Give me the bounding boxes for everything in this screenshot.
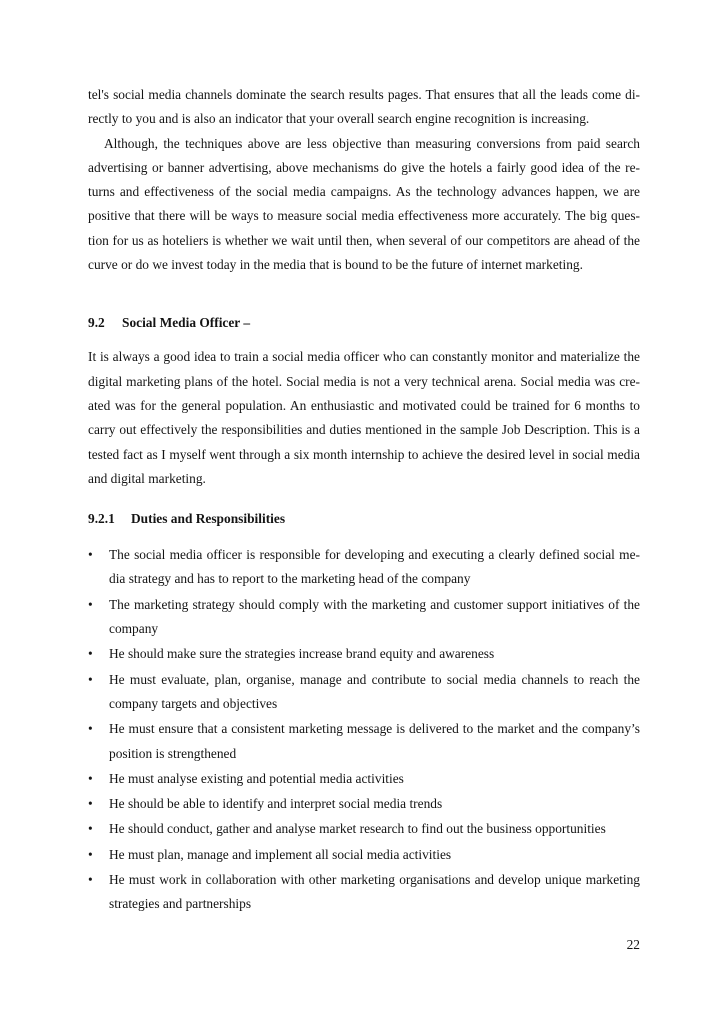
subsection-number: 9.2.1 — [88, 511, 115, 527]
list-item — [88, 792, 640, 816]
list-item-text: He must evaluate, plan, organise, manage and contribute to social media channels to reach the company targets and objectives — [109, 671, 640, 711]
list-item — [88, 868, 640, 917]
bullet-icon: • — [88, 671, 93, 687]
list-item-text: He must work in collaboration with other marketing organisations and develop unique marketing strategies and partnerships — [109, 872, 640, 912]
duties-list — [88, 543, 640, 916]
section-heading — [88, 311, 640, 335]
list-item-text: The marketing strategy should comply with the marketing and customer support initiatives of the company — [109, 596, 640, 637]
list-item-text: He should conduct, gather and analyse market research to find out the business opportunities — [109, 821, 606, 837]
list-item — [88, 543, 640, 592]
subsection-title: Duties and Responsibilities — [131, 511, 286, 527]
bullet-icon: • — [88, 596, 93, 612]
list-item-text: He should make sure the strategies increase brand equity and awareness — [109, 646, 495, 662]
list-item-text: He should be able to identify and interpret social media trends — [109, 796, 443, 812]
list-item — [88, 843, 640, 867]
section-paragraph: It is always a good idea to train a social media officer who can constantly monitor and materialize the digital marketing plans of the hotel. Social media is not a very technical arena. Social media was cre-ated was for the general population. An enthusiastic and motivated could be trained for 6 months to carry out effectively the responsibilities and duties mentioned in the sample Job Description. This is a tested fact as I myself went through a six month internship to achieve the desired level in social media and digital marketing. — [88, 349, 640, 486]
list-item-text: He must plan, manage and implement all social media activities — [109, 846, 452, 862]
page-number: 22 — [626, 937, 640, 952]
intro-paragraph-1: tel's social media channels dominate the search results pages. That ensures that all the leads come di-rectly to you and is also an indicator that your overall search engine recognition is increasing. — [88, 87, 640, 127]
list-item — [88, 717, 640, 766]
list-item — [88, 668, 640, 717]
list-item — [88, 817, 640, 841]
bullet-icon: • — [88, 796, 93, 812]
bullet-icon: • — [88, 721, 93, 737]
bullet-icon: • — [88, 646, 93, 662]
section-number: 9.2 — [88, 315, 105, 331]
intro-paragraph-2: Although, the techniques above are less objective than measuring conversions from paid search advertising or banner advertising, above mechanisms do give the hotels a fairly good idea of the re-turns and effectiveness of the social media campaigns. As the technology advances happen, we are positive that there will be ways to measure social media effectiveness more accurately. The big ques-tion for us as hoteliers is whether we wait until then, when several of our competitors are ahead of the curve or do we invest today in the media that is bound to be the future of internet marketing. — [88, 135, 640, 273]
bullet-icon: • — [88, 872, 93, 888]
subsection-heading — [88, 507, 640, 531]
bullet-icon: • — [88, 770, 93, 786]
list-item-text: He must ensure that a consistent marketing message is delivered to the market and the company’s position is strengthened — [109, 721, 640, 761]
list-item — [88, 642, 640, 666]
bullet-icon: • — [88, 846, 93, 862]
list-item-text: The social media officer is responsible for developing and executing a clearly defined social me-dia strategy and has to report to the marketing head of the company — [109, 547, 640, 587]
list-item — [88, 593, 640, 642]
list-item — [88, 767, 640, 791]
list-item-text: He must analyse existing and potential media activities — [109, 770, 404, 786]
bullet-icon: • — [88, 547, 93, 563]
section-title: Social Media Officer – — [122, 315, 251, 331]
bullet-icon: • — [88, 821, 93, 837]
